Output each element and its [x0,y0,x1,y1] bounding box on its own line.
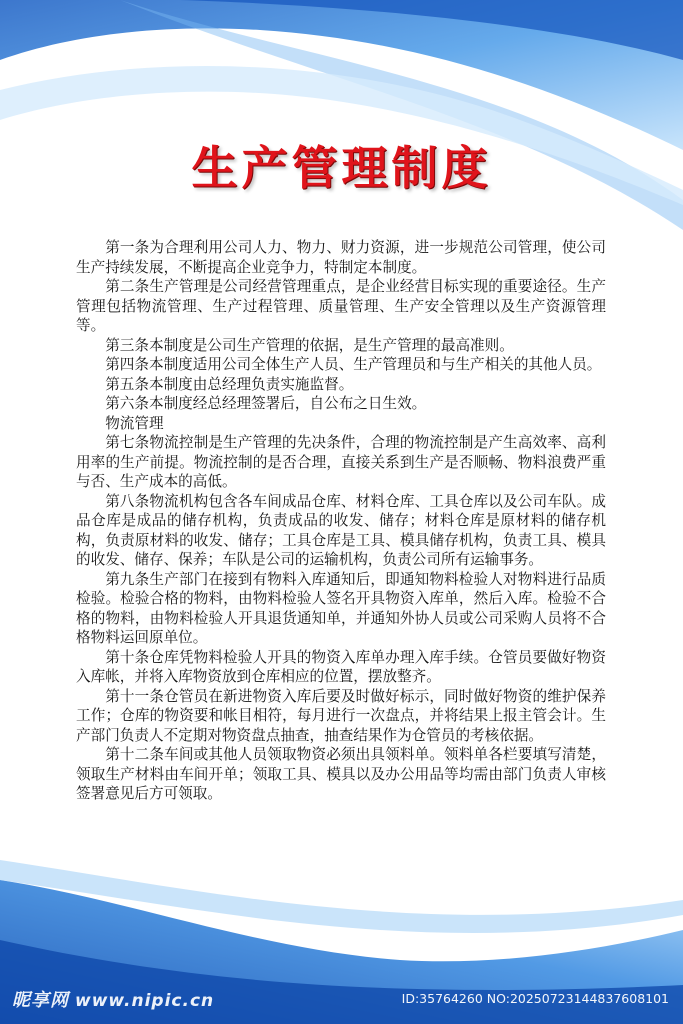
watermark-logo-text: 昵享网 [12,990,69,1011]
watermark-id: ID:35764260 NO:20250723144837608101 [401,991,669,1006]
article-4: 第四条本制度适用公司全体生产人员、生产管理员和与生产相关的其他人员。 [105,356,602,373]
article-2: 第二条生产管理是公司经营管理重点，是企业经营目标实现的重要途径。生产管理包括物流管理、生产过程管理、质量管理、生产安全管理以及生产资源管理等。 [76,278,606,334]
watermark-url: www.nipic.cn [75,991,215,1011]
article-12: 第十二条车间或其他人员领取物资必须出具领料单。领料单各栏要填写清楚，领取生产材料由车间开单；领取工具、模具以及办公用品等均需由部门负责人审核签署意见后方可领取。 [76,746,606,802]
article-6: 第六条本制度经总经理签署后，自公布之日生效。 [105,395,427,412]
article-1: 第一条为合理利用公司人力、物力、财力资源，进一步规范公司管理，使公司生产持续发展，不断提高企业竞争力，特制定本制度。 [76,239,606,276]
page-title: 生产管理制度 [191,141,492,195]
section-heading-logistics: 物流管理 [105,414,164,432]
article-11: 第十一条仓管员在新进物资入库后要及时做好标示，同时做好物资的维护保养工作；仓库的物资要和帐目相符，每月进行一次盘点，并将结果上报主管会计。生产部门负责人不定期对物资盘点抽查，抽查结果作为仓管员的考核依据。 [76,687,606,744]
watermark-logo [12,986,214,1012]
article-5: 第五条本制度由总经理负责实施监督。 [105,375,354,393]
article-7: 第七条物流控制是生产管理的先决条件，合理的物流控制是产生高效率、高利用率的生产前提。物流控制的是否合理，直接关系到生产是否顺畅、物料浪费严重与否、生产成本的高低。 [76,434,606,490]
article-8: 第八条物流机构包含各车间成品仓库、材料仓库、工具仓库以及公司车队。成品仓库是成品的储存机构，负责成品的收发、储存；材料仓库是原材料的储存机构，负责原材料的收发、储存；工具仓库是工具、模具储存机构，负责工具、模具的收发、储存、保养；车队是公司的运输机构，负责公司所有运输事务。 [76,492,606,568]
article-10: 第十条仓库凭物料检验人开具的物资入库单办理入库手续。仓管员要做好物资入库帐，并将入库物资放到仓库相应的位置，摆放整齐。 [76,648,606,685]
regulation-body [76,238,606,804]
article-9: 第九条生产部门在接到有物料入库通知后，即通知物料检验人对物料进行品质检验。检验合格的物料，由物料检验人签名开具物资入库单，然后入库。检验不合格的物料，由物料检验人开具退货通知单，并通知外协人员或公司采购人员将不合格物料运回原单位。 [76,570,606,646]
article-3: 第三条本制度是公司生产管理的依据，是生产管理的最高准则。 [105,336,514,354]
